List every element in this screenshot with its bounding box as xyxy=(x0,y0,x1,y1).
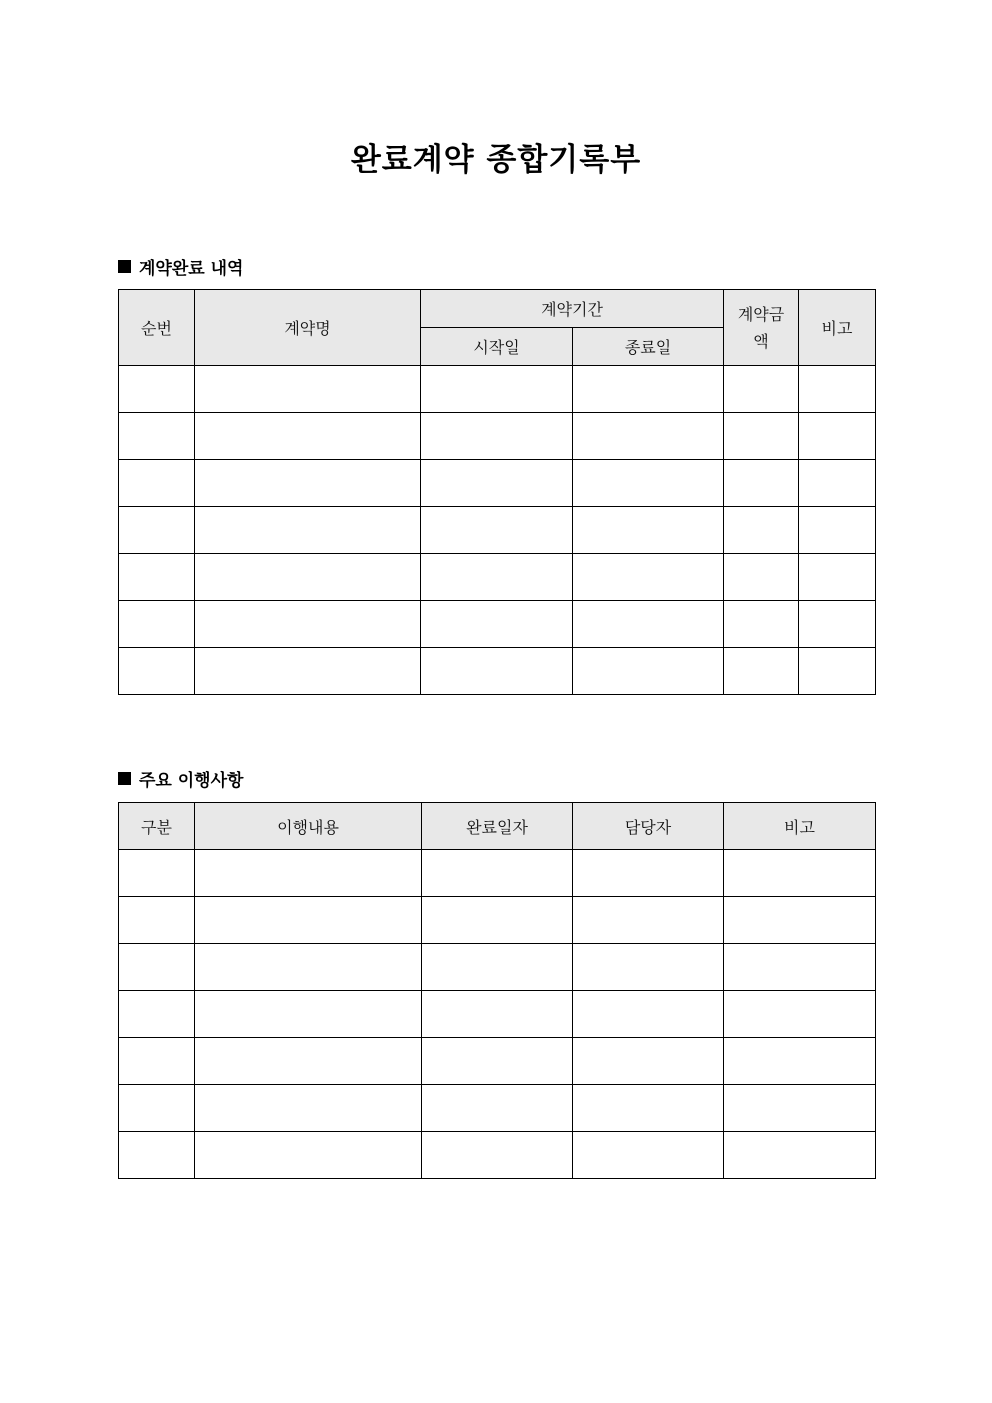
header-note: 비고 xyxy=(724,803,876,850)
table-cell[interactable] xyxy=(799,648,876,695)
table-cell[interactable] xyxy=(724,507,799,554)
table-cell[interactable] xyxy=(119,554,195,601)
table-cell[interactable] xyxy=(573,1038,724,1085)
table-cell[interactable] xyxy=(195,897,422,944)
header-contract-period: 계약기간 xyxy=(421,290,724,328)
table-cell[interactable] xyxy=(799,460,876,507)
table-cell[interactable] xyxy=(119,897,195,944)
table-cell[interactable] xyxy=(195,1132,422,1179)
table-cell[interactable] xyxy=(799,413,876,460)
table-cell[interactable] xyxy=(724,460,799,507)
table-row xyxy=(119,1085,876,1132)
table-cell[interactable] xyxy=(724,1132,876,1179)
table-cell[interactable] xyxy=(119,1085,195,1132)
table-row xyxy=(119,554,876,601)
table-cell[interactable] xyxy=(573,1132,724,1179)
table-cell[interactable] xyxy=(724,366,799,413)
table-cell[interactable] xyxy=(422,850,573,897)
table-row xyxy=(119,1132,876,1179)
table-cell[interactable] xyxy=(195,366,421,413)
table-cell[interactable] xyxy=(573,897,724,944)
table-row xyxy=(119,944,876,991)
table-cell[interactable] xyxy=(421,554,573,601)
table-cell[interactable] xyxy=(421,366,573,413)
performance-table-body xyxy=(119,850,876,1179)
table-row xyxy=(119,897,876,944)
table-cell[interactable] xyxy=(421,507,573,554)
table-row xyxy=(119,460,876,507)
table-cell[interactable] xyxy=(119,991,195,1038)
header-person-in-charge: 담당자 xyxy=(573,803,724,850)
table-cell[interactable] xyxy=(119,507,195,554)
table-row xyxy=(119,601,876,648)
table-row xyxy=(119,413,876,460)
table-cell[interactable] xyxy=(195,413,421,460)
contracts-table xyxy=(118,289,876,695)
square-bullet-icon xyxy=(118,260,131,273)
table-cell[interactable] xyxy=(724,601,799,648)
table-cell[interactable] xyxy=(195,850,422,897)
table-row xyxy=(119,991,876,1038)
table-row xyxy=(119,1038,876,1085)
table-cell[interactable] xyxy=(119,944,195,991)
header-end-date: 종료일 xyxy=(573,328,724,366)
table-cell[interactable] xyxy=(799,366,876,413)
table-cell[interactable] xyxy=(119,850,195,897)
table-cell[interactable] xyxy=(724,648,799,695)
table-row xyxy=(119,850,876,897)
table-cell[interactable] xyxy=(573,850,724,897)
table-cell[interactable] xyxy=(119,648,195,695)
table-cell[interactable] xyxy=(119,1132,195,1179)
table-cell[interactable] xyxy=(724,1085,876,1132)
table-cell[interactable] xyxy=(724,554,799,601)
table-cell[interactable] xyxy=(799,554,876,601)
table-cell[interactable] xyxy=(724,1038,876,1085)
table-row xyxy=(119,648,876,695)
table-cell[interactable] xyxy=(422,1038,573,1085)
performance-table xyxy=(118,802,876,1179)
table-cell[interactable] xyxy=(195,944,422,991)
table-cell[interactable] xyxy=(573,601,724,648)
table-cell[interactable] xyxy=(421,648,573,695)
table-cell[interactable] xyxy=(573,1085,724,1132)
table-cell[interactable] xyxy=(422,991,573,1038)
square-bullet-icon xyxy=(118,772,131,785)
section-heading-contracts xyxy=(118,254,243,279)
table-cell[interactable] xyxy=(119,601,195,648)
table-cell[interactable] xyxy=(195,507,421,554)
document-title: 완료계약 종합기록부 xyxy=(350,142,642,178)
header-performance-content: 이행내용 xyxy=(195,803,422,850)
table-cell[interactable] xyxy=(119,460,195,507)
table-cell[interactable] xyxy=(421,413,573,460)
table-cell[interactable] xyxy=(195,1085,422,1132)
section-heading-performance xyxy=(118,766,243,791)
header-note: 비고 xyxy=(799,290,876,366)
table-cell[interactable] xyxy=(573,554,724,601)
header-contract-name: 계약명 xyxy=(195,290,421,366)
table-row xyxy=(119,507,876,554)
table-cell[interactable] xyxy=(195,460,421,507)
table-cell[interactable] xyxy=(421,460,573,507)
table-cell[interactable] xyxy=(724,897,876,944)
header-completion-date: 완료일자 xyxy=(422,803,573,850)
table-cell[interactable] xyxy=(573,507,724,554)
performance-header-row xyxy=(119,803,876,850)
contracts-table-body xyxy=(119,366,876,695)
table-cell[interactable] xyxy=(422,897,573,944)
table-cell[interactable] xyxy=(724,944,876,991)
table-cell[interactable] xyxy=(799,507,876,554)
table-cell[interactable] xyxy=(799,601,876,648)
table-cell[interactable] xyxy=(195,1038,422,1085)
section-heading-label: 계약완료 내역 xyxy=(139,259,244,279)
table-cell[interactable] xyxy=(195,601,421,648)
table-row xyxy=(119,366,876,413)
table-cell[interactable] xyxy=(195,991,422,1038)
table-cell[interactable] xyxy=(724,991,876,1038)
table-cell[interactable] xyxy=(724,413,799,460)
header-start-date: 시작일 xyxy=(421,328,573,366)
table-cell[interactable] xyxy=(573,648,724,695)
table-cell[interactable] xyxy=(119,1038,195,1085)
header-category: 구분 xyxy=(119,803,195,850)
table-cell[interactable] xyxy=(573,460,724,507)
header-contract-amount-label: 계약금액 xyxy=(737,304,785,351)
table-cell[interactable] xyxy=(119,413,195,460)
table-cell[interactable] xyxy=(119,366,195,413)
table-cell[interactable] xyxy=(724,850,876,897)
table-cell[interactable] xyxy=(422,944,573,991)
table-cell[interactable] xyxy=(573,944,724,991)
table-cell[interactable] xyxy=(422,1085,573,1132)
section-heading-label: 주요 이행사항 xyxy=(139,771,244,791)
table-cell[interactable] xyxy=(573,413,724,460)
table-cell[interactable] xyxy=(573,991,724,1038)
header-no: 순번 xyxy=(119,290,195,366)
table-cell[interactable] xyxy=(422,1132,573,1179)
header-contract-amount xyxy=(724,290,799,366)
table-cell[interactable] xyxy=(573,366,724,413)
table-cell[interactable] xyxy=(195,554,421,601)
table-cell[interactable] xyxy=(195,648,421,695)
table-cell[interactable] xyxy=(421,601,573,648)
